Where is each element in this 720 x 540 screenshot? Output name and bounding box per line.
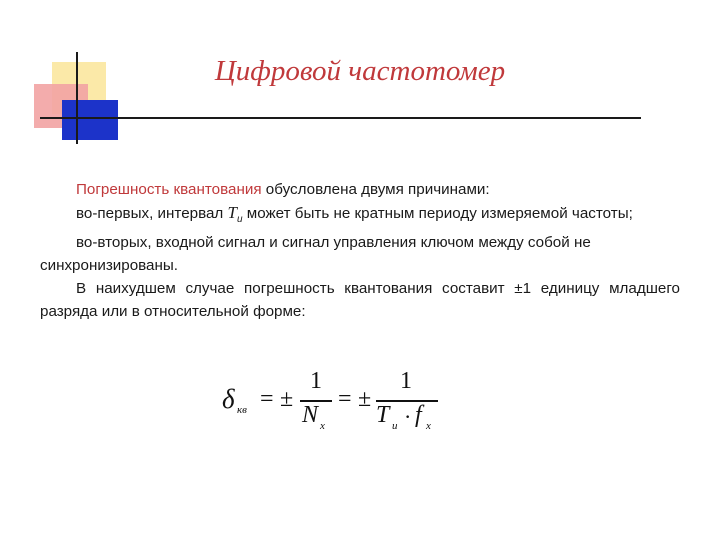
- paragraph-2: во-первых, интервал $T_и$ может быть не кратным периоду измеряемой частоты;: [76, 203, 633, 226]
- formula-den2-T-sub: и: [392, 420, 398, 432]
- highlighted-term: Погрешность квантования: [76, 181, 262, 198]
- formula-delta: δ: [222, 384, 235, 414]
- slide-body: [40, 178, 680, 323]
- formula-den1-sub: x: [320, 420, 325, 432]
- paragraph-3: во-вторых, входной сигнал и сигнал управления ключом между собой не синхронизированы.: [40, 234, 591, 275]
- header-divider-line: [40, 117, 641, 119]
- formula-eq1: =: [260, 386, 274, 412]
- formula-den1-N: N: [302, 402, 319, 428]
- formula-den2-f: f: [415, 402, 422, 428]
- formula-den2-T: T: [376, 402, 390, 428]
- formula-den2-dot: ·: [404, 404, 412, 429]
- paragraph-1: Погрешность квантования обусловлена двумя причинами:: [76, 181, 490, 198]
- paragraph-4: В наихудшем случае погрешность квантования составит ±1 единицу младшего разряда или в относительной форме:: [40, 280, 680, 321]
- formula-pm2: ±: [358, 386, 372, 412]
- formula-den2-f-sub: x: [426, 420, 431, 432]
- decor-vertical-line: [76, 52, 78, 144]
- formula-num2: 1: [400, 368, 412, 394]
- formula-pm1: ±: [280, 386, 294, 412]
- decor-blue-square: [62, 100, 118, 140]
- slide-title: Цифровой частотомер: [214, 55, 506, 87]
- quantization-error-formula: [222, 368, 462, 438]
- formula-num1: 1: [310, 368, 322, 394]
- formula-eq2: =: [338, 386, 352, 412]
- formula-delta-sub: кв: [237, 404, 247, 416]
